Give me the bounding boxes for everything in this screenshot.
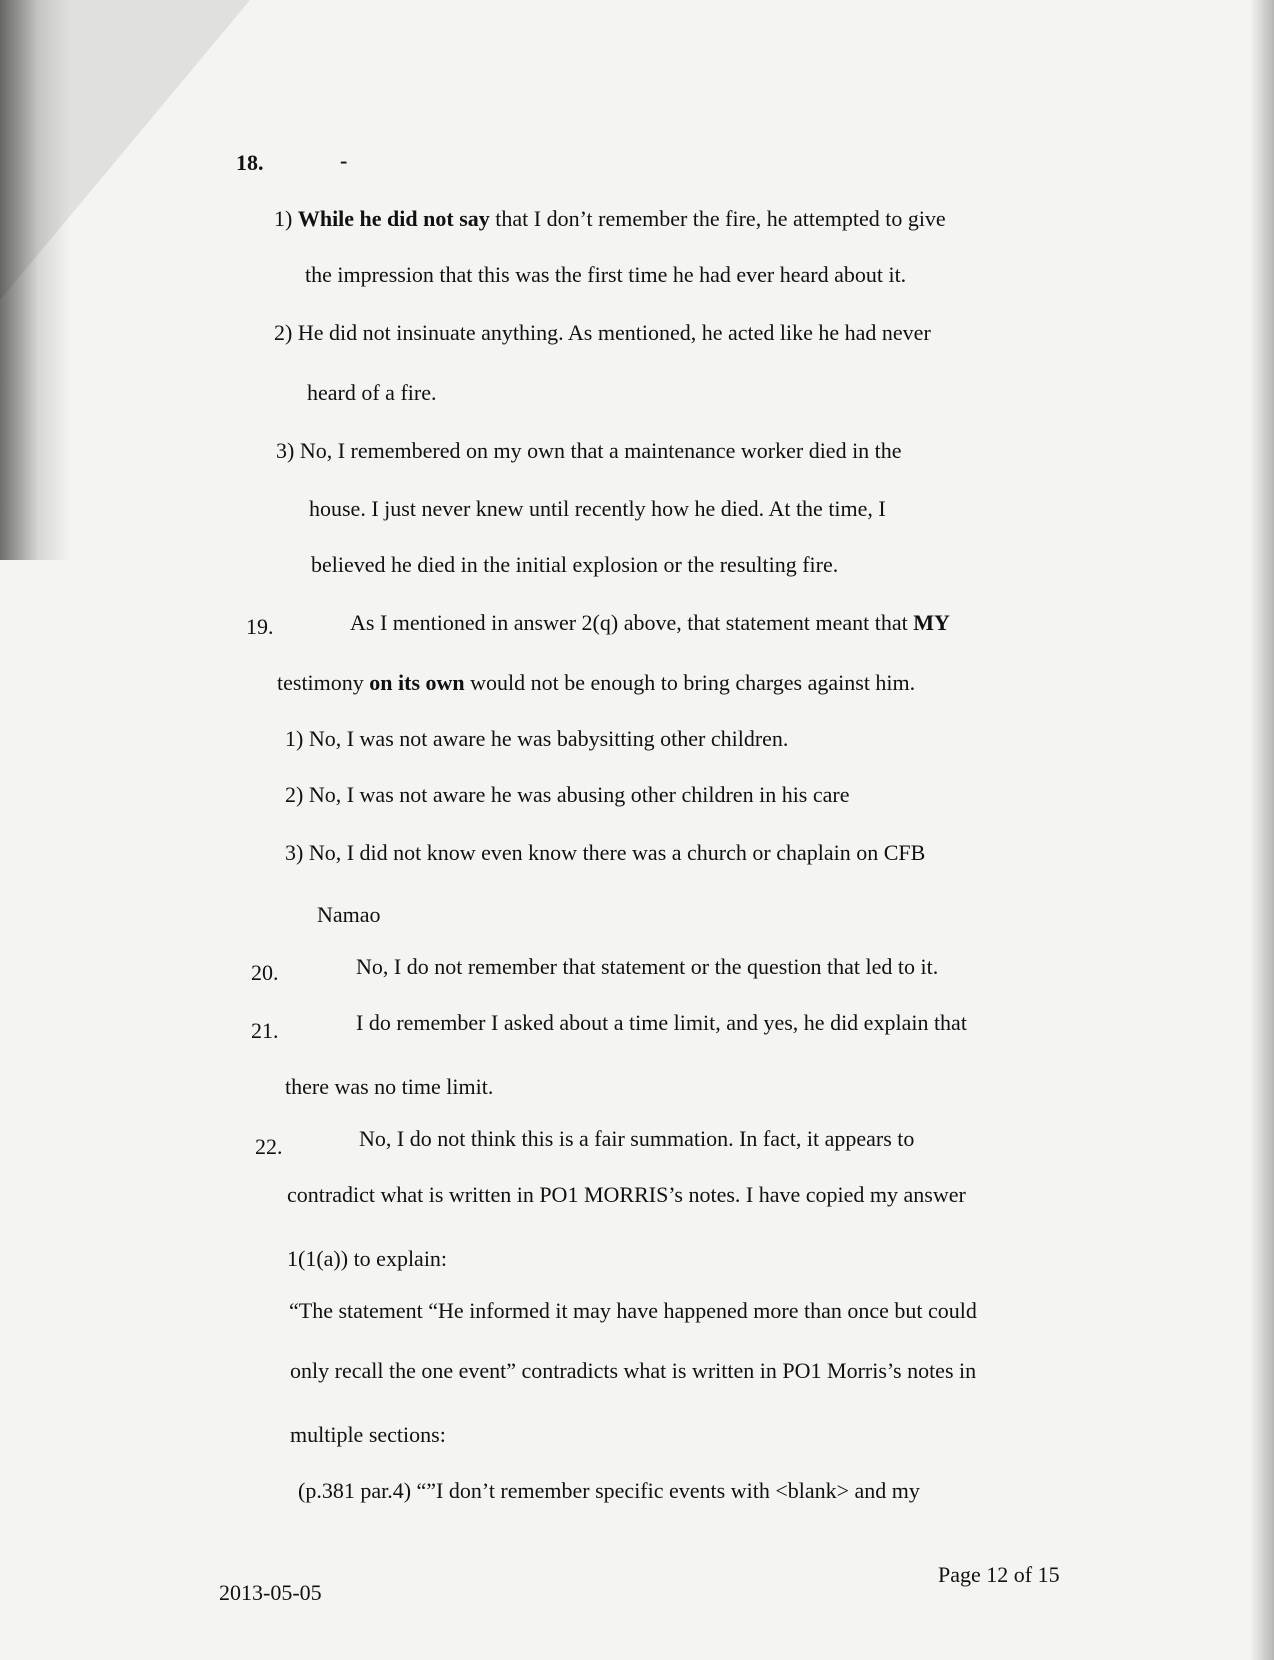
s19-item-2 — [285, 784, 849, 806]
section-22-number: 22. — [255, 1134, 283, 1159]
s21-cont: there was no time limit. — [285, 1074, 494, 1099]
s22-line-5: multiple sections: — [290, 1422, 446, 1447]
s19-item-2-text: No, I was not aware he was abusing other children in his care — [308, 782, 850, 807]
s18-item-3-cont: house. I just never knew until recently how he died. At the time, I — [309, 496, 886, 521]
s21-text: I do remember I asked about a time limit, and yes, he did explain that — [356, 1010, 967, 1035]
s18-item-2 — [274, 322, 931, 344]
s18-item-2-cont: heard of a fire. — [307, 380, 437, 405]
s22-line-6: (p.381 par.4) “”I don’t remember specific events with <blank> and my — [298, 1478, 920, 1503]
s18-item-3-text: No, I remembered on my own that a maintenance worker died in the — [299, 438, 902, 463]
s22-line-1: contradict what is written in PO1 MORRIS’s notes. I have copied my answer — [287, 1182, 966, 1207]
section-18-number: 18. — [236, 150, 264, 175]
s22-line-4: only recall the one event” contradicts what is written in PO1 Morris’s notes in — [290, 1358, 977, 1383]
s19-line-2 — [277, 672, 915, 694]
s18-item-1-bold-lead: While he did not say — [297, 206, 490, 231]
section-21-number: 21. — [251, 1018, 279, 1043]
s18-item-1-num: 1) — [274, 206, 293, 231]
s19-text-b: testimony — [277, 670, 364, 695]
s18-item-3-num: 3) — [276, 438, 295, 463]
s22-text: No, I do not think this is a fair summation. In fact, it appears to — [359, 1126, 915, 1151]
scan-edge-shadow — [0, 0, 70, 560]
s18-item-1-cont: the impression that this was the first time he had ever heard about it. — [305, 262, 907, 287]
s19-line-1 — [350, 612, 950, 634]
scan-right-shadow — [1250, 0, 1274, 1660]
section-18-mark: - — [340, 148, 348, 173]
s19-item-3-cont: Namao — [317, 902, 381, 927]
s19-text-a: As I mentioned in answer 2(q) above, that statement meant that — [350, 610, 908, 635]
s18-item-2-num: 2) — [274, 320, 293, 345]
footer-page-number: Page 12 of 15 — [938, 1562, 1060, 1587]
s19-text-c: would not be enough to bring charges against him. — [470, 670, 916, 695]
s18-item-3-cont2: believed he died in the initial explosion or the resulting fire. — [311, 552, 839, 577]
s22-line-3: “The statement “He informed it may have happened more than once but could — [289, 1298, 977, 1323]
s19-item-1-num: 1) — [285, 726, 304, 751]
footer-date: 2013-05-05 — [219, 1580, 322, 1605]
s20-text: No, I do not remember that statement or the question that led to it. — [356, 954, 939, 979]
s18-item-3 — [276, 440, 902, 462]
s19-emph-a: MY — [913, 610, 950, 635]
s19-emph-b: on its own — [369, 670, 465, 695]
section-19-number: 19. — [246, 614, 274, 639]
s19-item-1-text: No, I was not aware he was babysitting other children. — [308, 726, 789, 751]
s19-item-3 — [285, 842, 925, 864]
s19-item-3-text: No, I did not know even know there was a church or chaplain on CFB — [308, 840, 926, 865]
s19-item-2-num: 2) — [285, 782, 304, 807]
s18-item-1-text: that I don’t remember the fire, he attempted to give — [495, 206, 946, 231]
s22-line-2: 1(1(a)) to explain: — [287, 1246, 448, 1271]
section-20-number: 20. — [251, 960, 279, 985]
s18-item-2-text: He did not insinuate anything. As mentioned, he acted like he had never — [297, 320, 931, 345]
s19-item-3-num: 3) — [285, 840, 304, 865]
s18-item-1 — [274, 208, 946, 230]
s19-item-1 — [285, 728, 788, 750]
